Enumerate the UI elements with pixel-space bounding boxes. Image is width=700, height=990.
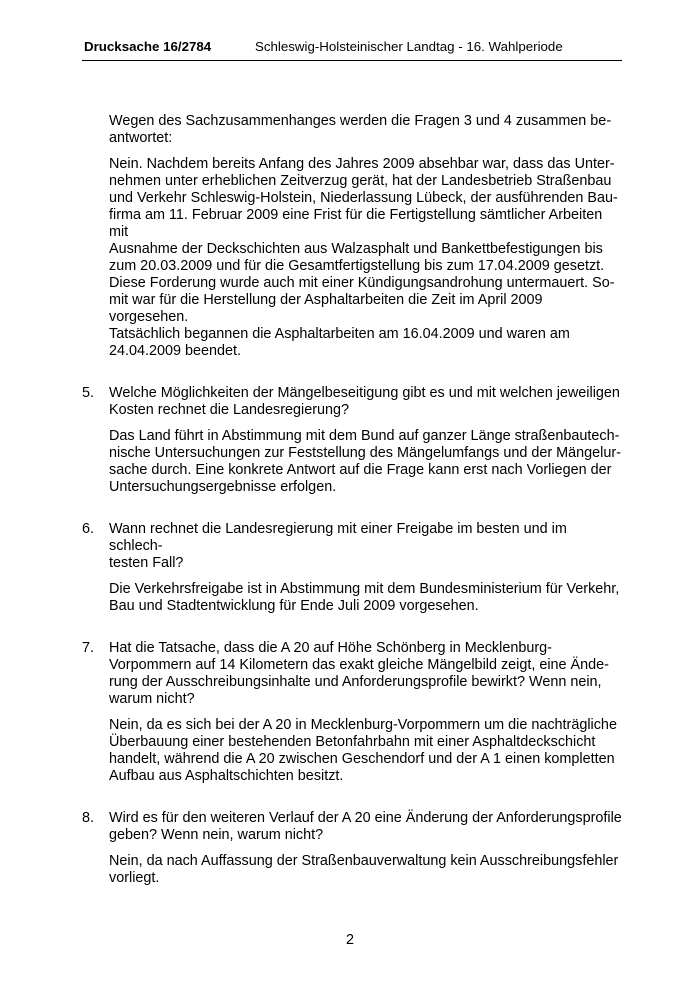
text-line: Wird es für den weiteren Verlauf der A 20 eine Änderung der Anforderungsprofile (109, 810, 622, 826)
text-line: sache durch. Eine konkrete Antwort auf die Frage kann erst nach Vorliegen der (109, 462, 612, 478)
text-line: Ausnahme der Deckschichten aus Walzasphalt und Bankettbefestigungen bis (109, 241, 603, 257)
question-8 (82, 810, 622, 844)
text-line: mit war für die Herstellung der Asphaltarbeiten die Zeit im April 2009 vorgesehen. (109, 292, 543, 325)
answer-6 (82, 581, 622, 615)
text-line: zum 20.03.2009 und für die Gesamtfertigstellung bis zum 17.04.2009 gesetzt. (109, 258, 605, 274)
text-line: testen Fall? (109, 555, 184, 571)
answer-8 (82, 853, 622, 887)
question-7 (82, 640, 622, 708)
question-number: 7. (82, 640, 95, 656)
text-line: nische Untersuchungen zur Feststellung des Mängelumfangs und der Mängelur- (109, 445, 621, 461)
text-line: warum nicht? (109, 691, 195, 707)
text-line: Aufbau aus Asphaltschichten besitzt. (109, 768, 344, 784)
text-line: geben? Wenn nein, warum nicht? (109, 827, 324, 843)
header-title: Schleswig-Holsteinischer Landtag - 16. Wahlperiode (255, 39, 563, 54)
text-line: Nein, da es sich bei der A 20 in Mecklenburg-Vorpommern um die nachträgliche (109, 717, 617, 733)
text-line: rung der Ausschreibungsinhalte und Anforderungsprofile bewirkt? Wenn nein, (109, 674, 602, 690)
question-5 (82, 385, 622, 419)
intro-paragraph (82, 113, 622, 147)
text-line: Diese Forderung wurde auch mit einer Kündigungsandrohung untermauert. So- (109, 275, 615, 291)
text-line: 24.04.2009 beendet. (109, 343, 242, 359)
question-number: 5. (82, 385, 95, 401)
text-line: Welche Möglichkeiten der Mängelbeseitigung gibt es und mit welchen jeweiligen (109, 385, 620, 401)
text-line: vorliegt. (109, 870, 160, 886)
answer-7 (82, 717, 622, 785)
answer-3-4 (82, 156, 622, 360)
question-number: 6. (82, 521, 95, 537)
question-number: 8. (82, 810, 95, 826)
text-line: Kosten rechnet die Landesregierung? (109, 402, 350, 418)
text-line: Tatsächlich begannen die Asphaltarbeiten am 16.04.2009 und waren am (109, 326, 570, 342)
text-line: Überbauung einer bestehenden Betonfahrbahn mit einer Asphaltdeckschicht (109, 734, 596, 750)
document-number: Drucksache 16/2784 (84, 39, 212, 54)
text-line: Bau und Stadtentwicklung für Ende Juli 2009 vorgesehen. (109, 598, 479, 614)
text-line: Wann rechnet die Landesregierung mit einer Freigabe im besten und im schlech- (109, 521, 567, 554)
page-header (82, 36, 622, 61)
text-line: Nein. Nachdem bereits Anfang des Jahres 2009 absehbar war, dass das Unter- (109, 156, 615, 172)
text-line: nehmen unter erheblichen Zeitverzug gerät, hat der Landesbetrieb Straßenbau (109, 173, 612, 189)
text-line: antwortet: (109, 130, 173, 146)
text-line: firma am 11. Februar 2009 eine Frist für die Fertigstellung sämtlicher Arbeiten mit (109, 207, 603, 240)
page-number: 2 (345, 932, 354, 948)
text-line: Wegen des Sachzusammenhanges werden die Fragen 3 und 4 zusammen be- (109, 113, 612, 129)
text-line: Das Land führt in Abstimmung mit dem Bund auf ganzer Länge straßenbautech- (109, 428, 620, 444)
question-6 (82, 521, 622, 572)
text-line: und Verkehr Schleswig-Holstein, Niederlassung Lübeck, der ausführenden Bau- (109, 190, 618, 206)
text-line: Untersuchungsergebnisse erfolgen. (109, 479, 337, 495)
text-line: Hat die Tatsache, dass die A 20 auf Höhe Schönberg in Mecklenburg- (109, 640, 552, 656)
text-line: Vorpommern auf 14 Kilometern das exakt gleiche Mängelbild zeigt, eine Ände- (109, 657, 609, 673)
answer-5 (82, 428, 622, 496)
text-line: handelt, während die A 20 zwischen Geschendorf und der A 1 einen kompletten (109, 751, 615, 767)
text-line: Nein, da nach Auffassung der Straßenbauverwaltung kein Ausschreibungsfehler (109, 853, 619, 869)
document-body (82, 113, 622, 887)
text-line: Die Verkehrsfreigabe ist in Abstimmung mit dem Bundesministerium für Verkehr, (109, 581, 620, 597)
